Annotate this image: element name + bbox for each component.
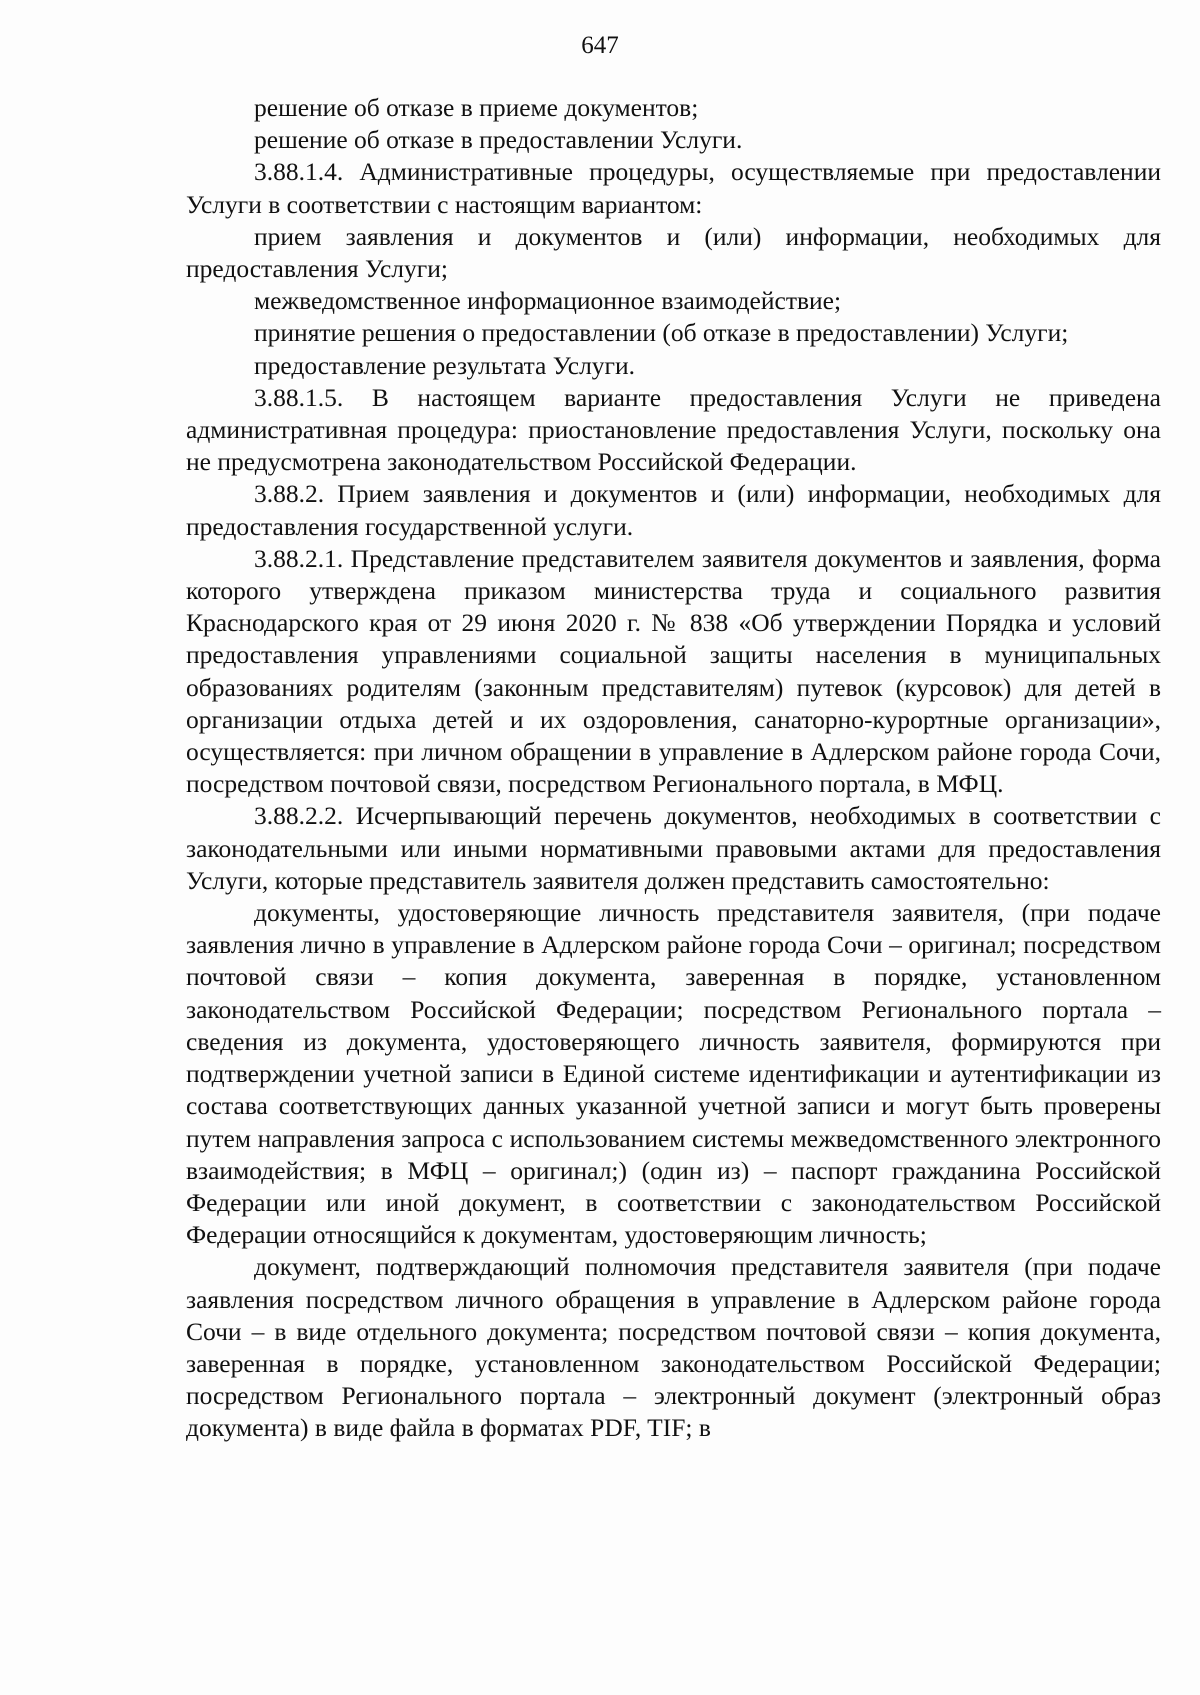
paragraph: 3.88.1.5. В настоящем варианте предоставления Услуги не приведена административная процедура: приостановление предоставления Услуги, поскольку она не предусмотрена законодательством Российской Федерации. xyxy=(186,382,1161,477)
paragraph: принятие решения о предоставлении (об отказе в предоставлении) Услуги; xyxy=(254,318,1069,348)
paragraph: решение об отказе в приеме документов; xyxy=(254,93,699,122)
page-number: 647 xyxy=(581,32,619,59)
paragraph: прием заявления и документов и (или) информации, необходимых для предоставления Услуги; xyxy=(186,221,1161,284)
paragraph: документы, удостоверяющие личность представителя заявителя, (при подаче заявления лично в управление в Адлерском районе города Сочи – оригинал; посредством почтовой связи – копия документа, заверенная в порядке, установленном законодательством Российской Федерации; посредством Регионального портала – сведения из документа, удостоверяющего личность заявителя, формируются при подтверждении учетной записи в Единой системе идентификации и аутентификации из состава соответствующих данных указанной учетной записи и могут быть проверены путем направления запроса с использованием системы межведомственного электронного взаимодействия; в МФЦ – оригинал;) (один из) – паспорт гражданина Российской Федерации или иной документ, в соответствии с законодательством Российской Федерации относящийся к документам, удостоверяющим личность; xyxy=(186,898,1161,1250)
document-body xyxy=(186,92,1161,1445)
paragraph: документ, подтверждающий полномочия представителя заявителя (при подаче заявления посредством личного обращения в управление в Адлерском районе города Сочи – в виде отдельного документа; посредством почтовой связи – копия документа, заверенная в порядке, установленном законодательством Российской Федерации; посредством Регионального портала – электронный документ (электронный образ документа) в виде файла в форматах PDF, TIF; в xyxy=(186,1252,1161,1443)
paragraph: 3.88.2.2. Исчерпывающий перечень документов, необходимых в соответствии с законодательными или иными нормативными правовыми актами для предоставления Услуги, которые представитель заявителя должен представить самостоятельно: xyxy=(186,801,1161,895)
paragraph: 3.88.1.4. Административные процедуры, осуществляемые при предоставлении Услуги в соответствии с настоящим вариантом: xyxy=(186,157,1161,219)
paragraph: 3.88.2. Прием заявления и документов и (или) информации, необходимых для предоставления государственной услуги. xyxy=(186,479,1161,541)
paragraph: решение об отказе в предоставлении Услуги. xyxy=(254,125,743,155)
paragraph: 3.88.2.1. Представление представителем заявителя документов и заявления, форма которого утверждена приказом министерства труда и социального развития Краснодарского края от 29 июня 2020 г. № 838 «Об утверждении Порядка и условий предоставления управлениями социальной защиты населения в муниципальных образованиях родителям (законным представителям) путевок (курсовок) для детей в организации отдыха детей и их оздоровления, санаторно-курортные организации», осуществляется: при личном обращении в управление в Адлерском районе города Сочи, посредством почтовой связи, посредством Регионального портала, в МФЦ. xyxy=(186,543,1161,799)
paragraph: предоставление результата Услуги. xyxy=(254,350,636,380)
paragraph: межведомственное информационное взаимодействие; xyxy=(254,286,842,316)
